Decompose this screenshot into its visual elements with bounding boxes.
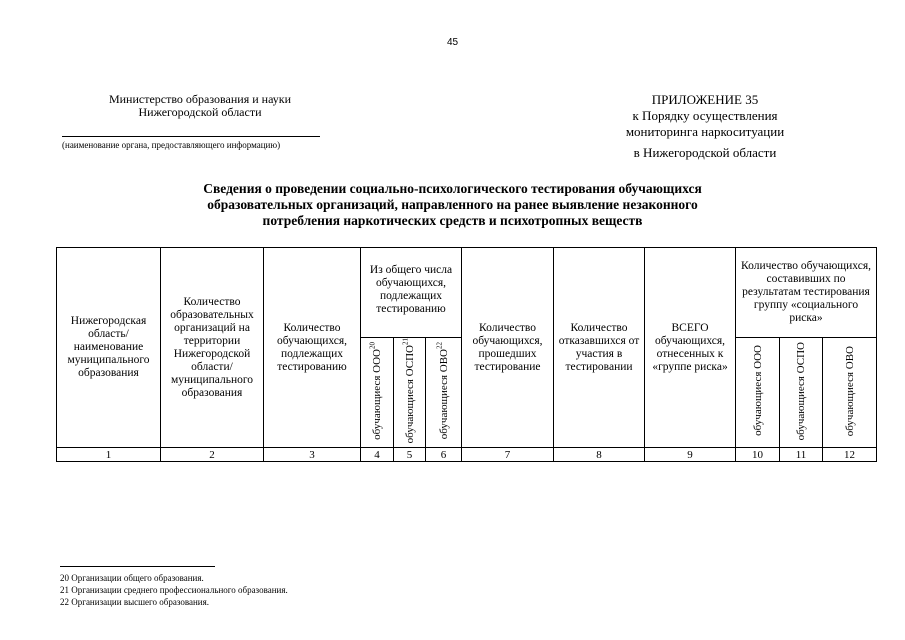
header-col6: обучающиеся ОВО$^{22}$ [426, 338, 462, 448]
column-number: 6 [426, 448, 462, 462]
header-col8: Количество отказавшихся от участия в тестировании [554, 248, 645, 448]
org-name-caption: (наименование органа, предоставляющего информацию) [62, 140, 281, 150]
header-col7: Количество обучающихся, прошедших тестирование [462, 248, 554, 448]
page-number: 45 [446, 37, 459, 48]
header-col4: обучающиеся ООО$^{20}$ [361, 338, 394, 448]
column-number: 9 [645, 448, 736, 462]
footnote-20: 20 Организации общего образования. [60, 573, 204, 583]
header-col10: обучающиеся ООО [736, 338, 780, 448]
footnote-21: 21 Организации среднего профессионального образования. [60, 585, 288, 595]
header-col2: Количество образовательных организаций на территории Нижегородской области/ муниципального образования [161, 248, 264, 448]
column-number: 4 [361, 448, 394, 462]
footnote-22: 22 Организации высшего образования. [60, 597, 209, 607]
ministry-region: Нижегородской области [138, 105, 262, 119]
header-col1: Нижегородская область/ наименование муниципального образования [57, 248, 161, 448]
header-group-4-6: Из общего числа обучающихся, подлежащих тестированию [361, 248, 462, 338]
org-name-underline [62, 136, 320, 137]
column-number: 12 [823, 448, 877, 462]
header-col5: обучающиеся ОСПО$^{21}$ [394, 338, 426, 448]
column-number: 3 [264, 448, 361, 462]
column-number: 1 [57, 448, 161, 462]
column-number: 11 [780, 448, 823, 462]
column-number: 2 [161, 448, 264, 462]
column-number: 10 [736, 448, 780, 462]
footnote-separator [60, 566, 215, 567]
document-title-line: потребления наркотических средств и психотропных веществ [262, 213, 643, 228]
appendix-line: в Нижегородской области [633, 145, 777, 160]
column-number: 7 [462, 448, 554, 462]
ministry-name: Министерство образования и науки [108, 92, 292, 106]
header-col11: обучающиеся ОСПО [780, 338, 823, 448]
column-number: 5 [394, 448, 426, 462]
column-number: 8 [554, 448, 645, 462]
header-col12: обучающиеся ОВО [823, 338, 877, 448]
report-table [56, 247, 877, 462]
column-number-row [57, 448, 877, 462]
header-col3: Количество обучающихся, подлежащих тестированию [264, 248, 361, 448]
header-group-10-12: Количество обучающихся, составивших по результатам тестирования группу «социального риска» [736, 248, 877, 338]
appendix-title: ПРИЛОЖЕНИЕ 35 [651, 92, 759, 107]
appendix-line: к Порядку осуществления [632, 108, 778, 123]
document-title-line: образовательных организаций, направленного на ранее выявление незаконного [207, 197, 698, 212]
appendix-line: мониторинга наркоситуации [625, 124, 785, 139]
header-col9: ВСЕГО обучающихся, отнесенных к «группе риска» [645, 248, 736, 448]
document-title-line: Сведения о проведении социально-психологического тестирования обучающихся [203, 181, 702, 196]
